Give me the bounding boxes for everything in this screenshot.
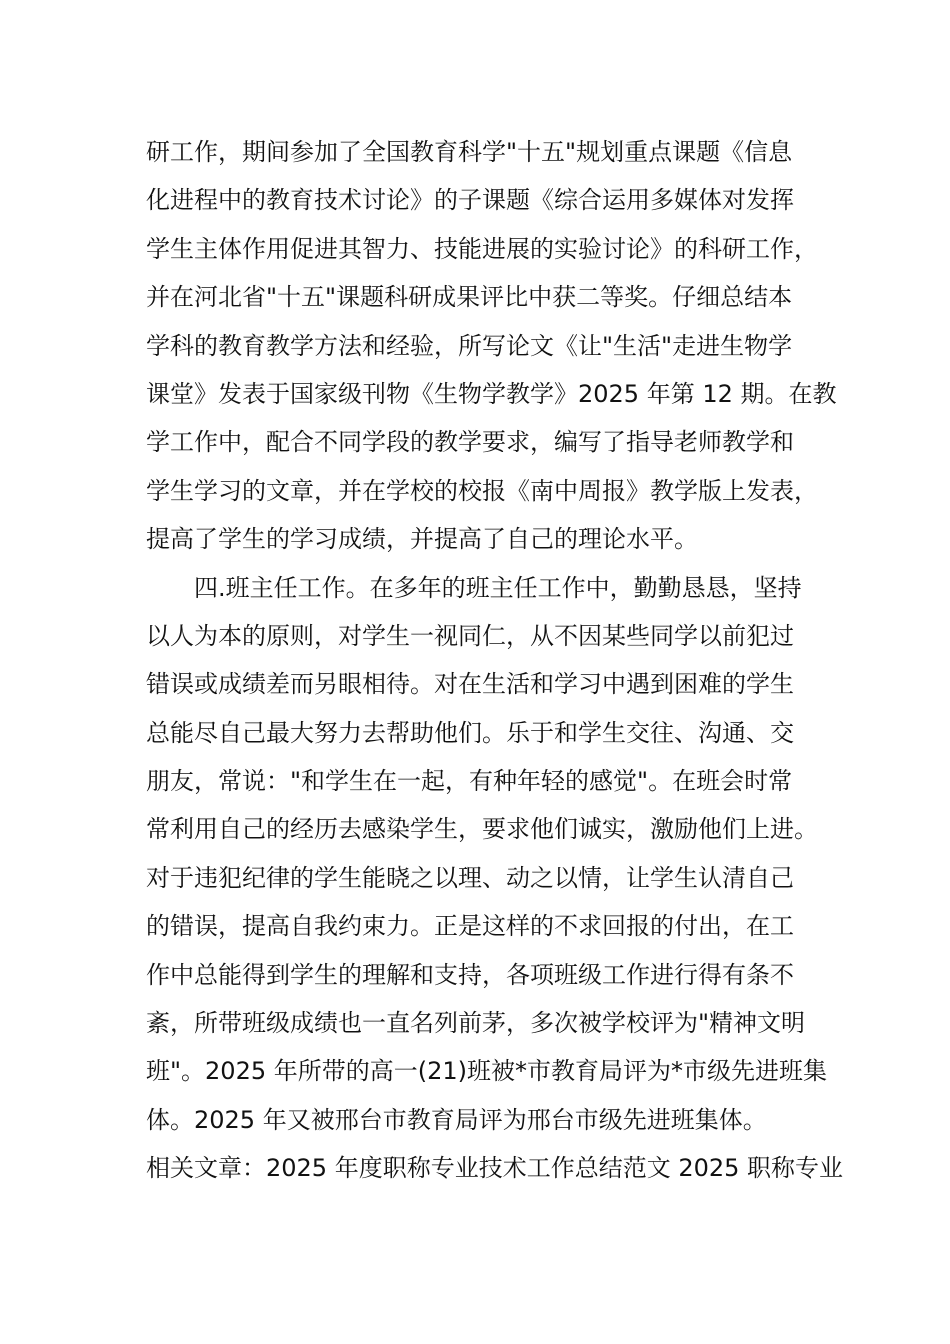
text-line: 班"。2025 年所带的高一(21)班被*市教育局评为*市级先进班集 <box>146 1057 828 1086</box>
text-line: 的错误，提高自我约束力。正是这样的不求回报的付出，在工 <box>146 912 794 941</box>
text-line: 体。2025 年又被邢台市教育局评为邢台市级先进班集体。 <box>146 1105 767 1134</box>
text-line: 以人为本的原则，对学生一视同仁，从不因某些同学以前犯过 <box>146 621 794 650</box>
text-line: 常利用自己的经历去感染学生，要求他们诚实，激励他们上进。 <box>146 815 818 844</box>
text-line: 朋友，常说："和学生在一起，有种年轻的感觉"。在班会时常 <box>146 767 793 796</box>
text-line: 研工作，期间参加了全国教育科学"十五"规划重点课题《信息 <box>146 138 793 166</box>
text-line: 学生主体作用促进其智力、技能进展的实验讨论》的科研工作， <box>146 234 818 263</box>
text-line: 对于违犯纪律的学生能晓之以理、动之以情，让学生认清自己 <box>146 863 794 892</box>
text-line: 化进程中的教育技术讨论》的子课题《综合运用多媒体对发挥 <box>146 186 794 215</box>
text-line: 并在河北省"十五"课题科研成果评比中获二等奖。仔细总结本 <box>146 283 793 312</box>
text-line: 作中总能得到学生的理解和支持，各项班级工作进行得有条不 <box>146 960 794 989</box>
text-line: 总能尽自己最大努力去帮助他们。乐于和学生交往、沟通、交 <box>146 718 794 747</box>
paragraph-heading-line: 四.班主任工作。在多年的班主任工作中，勤勤恳恳，坚持 <box>194 573 802 602</box>
related-articles-line: 相关文章：2025 年度职称专业技术工作总结范文 2025 职称专业 <box>146 1154 844 1183</box>
text-line: 课堂》发表于国家级刊物《生物学教学》2025 年第 12 期。在教 <box>146 379 837 408</box>
text-line: 紊，所带班级成绩也一直名列前茅，多次被学校评为"精神文明 <box>146 1009 806 1038</box>
text-line: 学生学习的文章，并在学校的校报《南中周报》教学版上发表， <box>146 476 818 505</box>
document-body <box>146 128 844 1193</box>
text-line: 提高了学生的学习成绩，并提高了自己的理论水平。 <box>146 525 698 554</box>
text-line: 学工作中，配合不同学段的教学要求，编写了指导老师教学和 <box>146 428 794 457</box>
text-line: 学科的教育教学方法和经验，所写论文《让"生活"走进生物学 <box>146 331 793 360</box>
text-line: 错误或成绩差而另眼相待。对在生活和学习中遇到困难的学生 <box>146 670 794 699</box>
